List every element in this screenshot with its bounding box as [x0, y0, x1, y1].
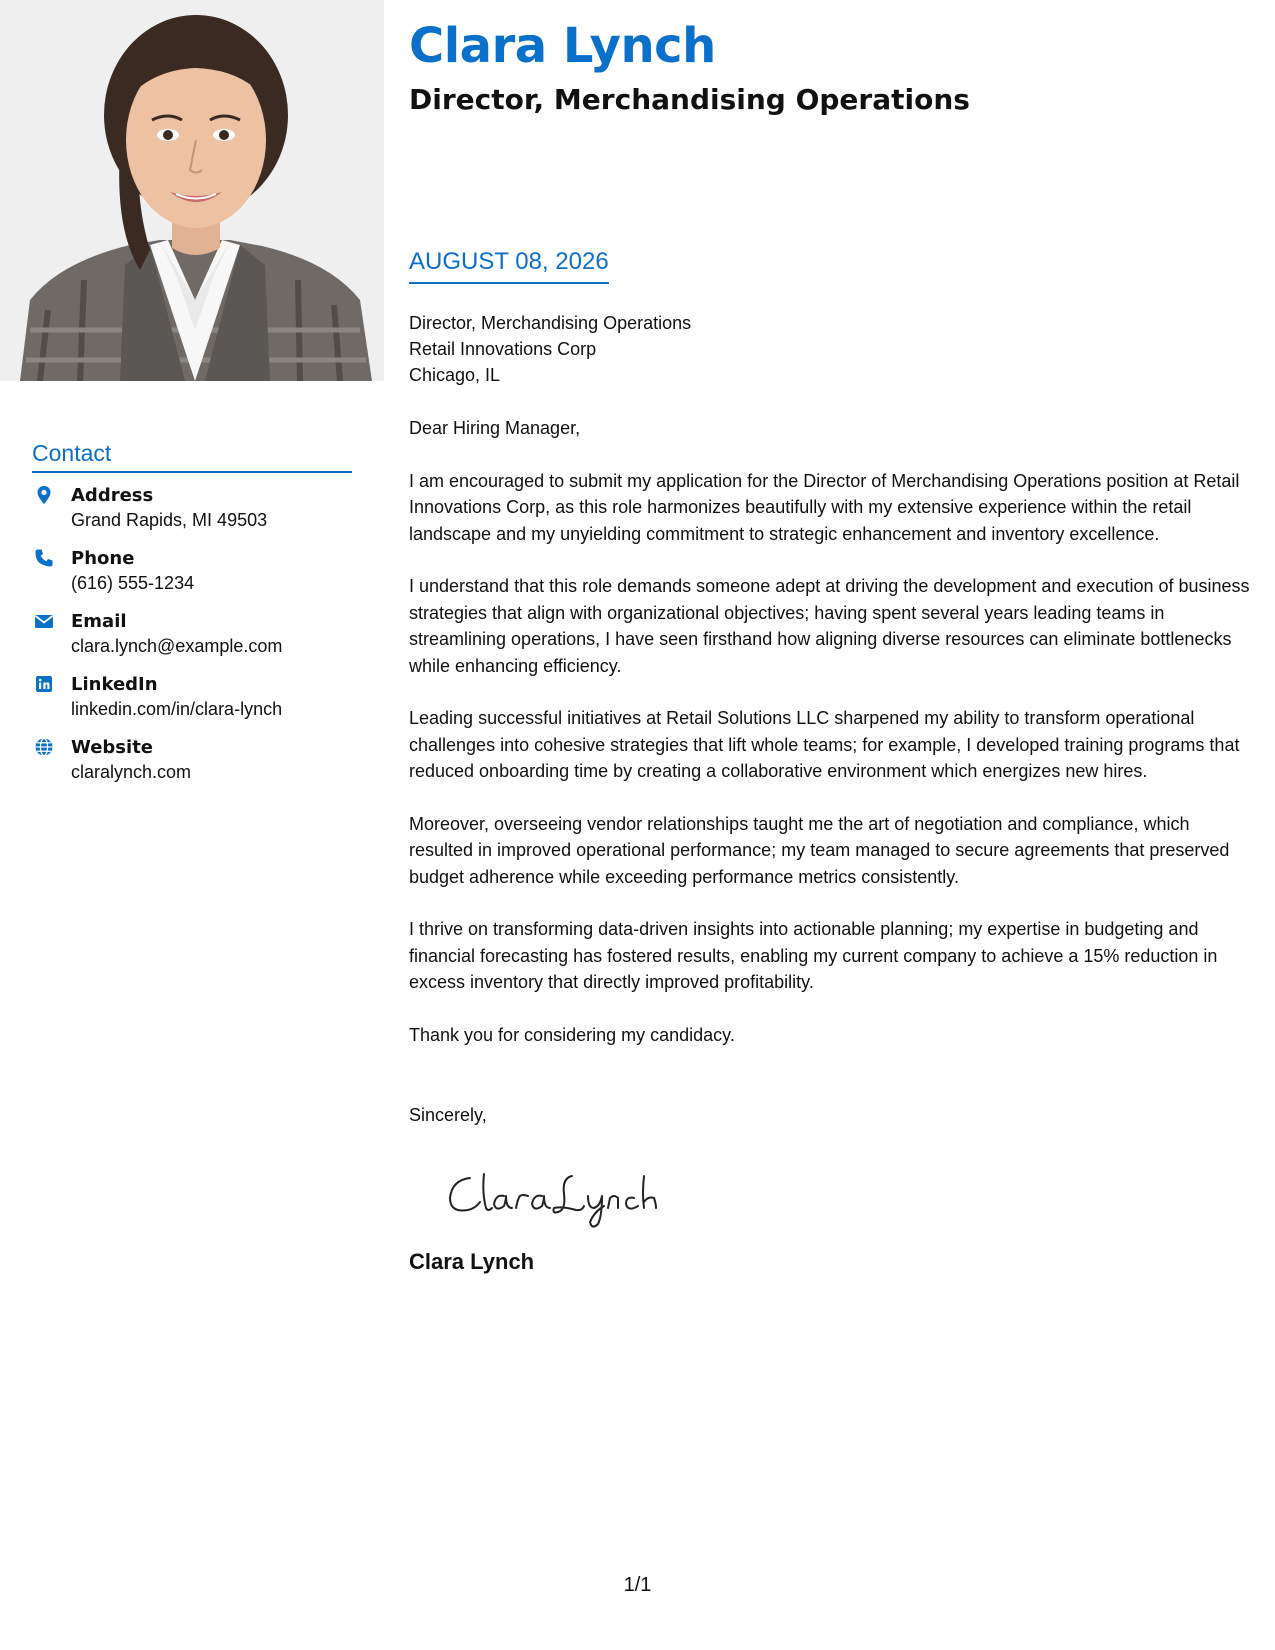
signed-name: Clara Lynch: [409, 1249, 535, 1274]
linkedin-icon: [34, 674, 54, 694]
candidate-name: Clara Lynch: [409, 18, 716, 74]
map-pin-icon: [34, 485, 54, 505]
contact-item-email: [32, 610, 362, 673]
paragraph: I thrive on transforming data-driven insights into actionable planning; my expertise in budgeting and financial forecasting has fostered results, enabling my current company to achieve a 15% reduction in excess inventory that directly improved profitability.: [409, 919, 1218, 992]
contact-value: linkedin.com/in/clara-lynch: [71, 699, 283, 719]
profile-photo: [0, 0, 384, 381]
contact-label: Phone: [71, 548, 135, 569]
paragraph: Leading successful initiatives at Retail Solutions LLC sharpened my ability to transform operational challenges into cohesive strategies that lift whole teams; for example, I developed training programs that reduced onboarding time by creating a collaborative environment which energizes new hires.: [409, 708, 1240, 781]
letter-body: [409, 415, 1254, 1074]
contact-value: (616) 555-1234: [71, 573, 195, 593]
phone-icon: [34, 548, 54, 568]
paragraph: I am encouraged to submit my application for the Director of Merchandising Operations position at Retail Innovations Corp, as this role harmonizes beautifully with my extensive experience within the retail landscape and my unyielding commitment to strategic enhancement and inventory excellence.: [409, 470, 1240, 544]
contact-label: Email: [71, 611, 127, 632]
email-icon: [34, 611, 54, 631]
contact-item-website: [32, 736, 362, 799]
contact-item-phone: [32, 547, 362, 610]
contact-label: LinkedIn: [71, 674, 158, 695]
contact-list: [32, 484, 362, 799]
recipient-position: Director, Merchandising Operations: [409, 313, 692, 333]
contact-label: Website: [71, 737, 154, 758]
contact-item-address: [32, 484, 362, 547]
page-number: 1/1: [623, 1574, 652, 1596]
paragraph: Moreover, overseeing vendor relationships taught me the art of negotiation and compliance, which resulted in improved operational performance; my team managed to secure agreements that preserved budget adherence while exceeding performance metrics consistently.: [409, 813, 1230, 887]
paragraph: I understand that this role demands someone adept at driving the development and execution of business strategies that align with organizational objectives; having spent several years leading teams in streamlining operations, I have seen firsthand how aligning diverse resources can eliminate bottlenecks while enhancing efficiency.: [409, 576, 1250, 676]
contact-label: Address: [71, 485, 154, 506]
contact-heading: Contact: [32, 440, 352, 473]
handwritten-signature: [442, 1158, 672, 1228]
sign-off: Sincerely,: [409, 1105, 487, 1125]
globe-icon: [34, 737, 54, 757]
contact-value: Grand Rapids, MI 49503: [71, 510, 268, 530]
contact-item-linkedin: [32, 673, 362, 736]
job-title: Director, Merchandising Operations: [409, 83, 970, 116]
recipient-block: [409, 310, 691, 388]
contact-value: clara.lynch@example.com: [71, 636, 283, 656]
recipient-company: Retail Innovations Corp: [409, 339, 597, 359]
recipient-location: Chicago, IL: [409, 365, 501, 385]
contact-value: claralynch.com: [71, 762, 192, 782]
closing-paragraph: Thank you for considering my candidacy.: [409, 1024, 735, 1045]
letter-date: AUGUST 08, 2026: [409, 248, 609, 284]
salutation: Dear Hiring Manager,: [409, 418, 581, 438]
